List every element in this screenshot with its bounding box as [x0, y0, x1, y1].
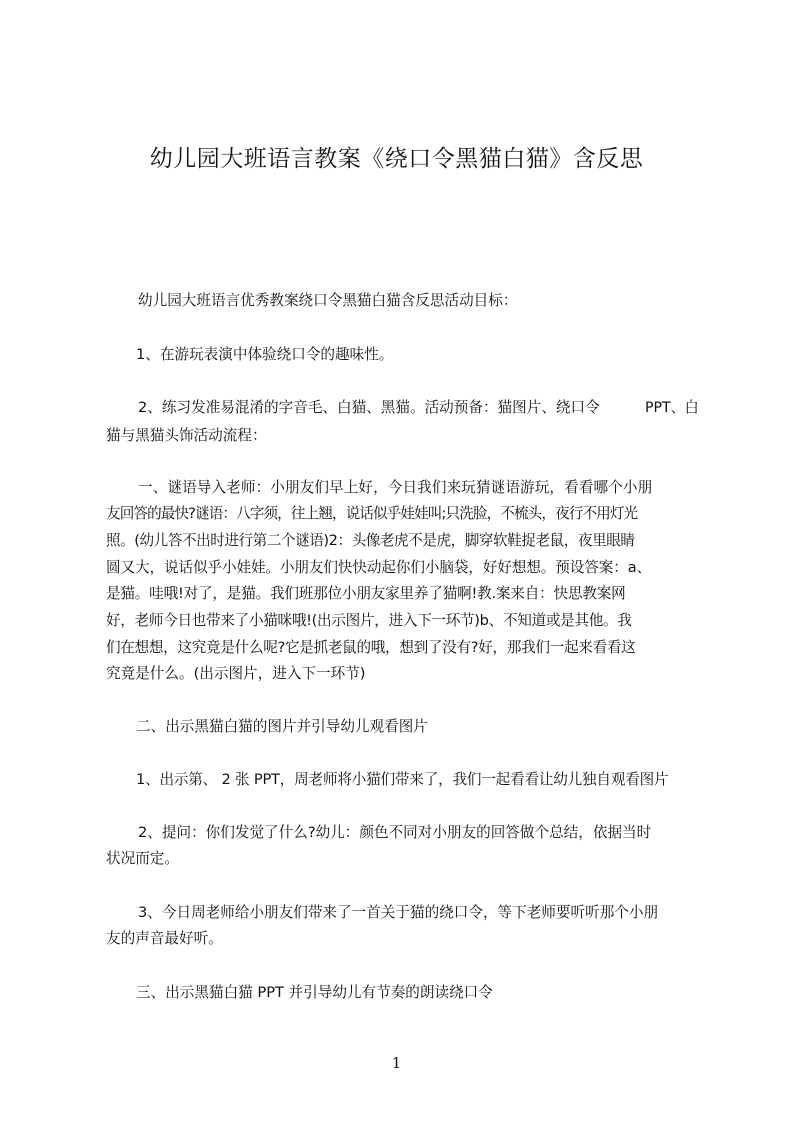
paragraph-line: 们在想想，这究竟是什么呢?它是抓老鼠的哦，想到了没有?好，那我们一起来看看这	[106, 639, 636, 656]
document-title: 幼儿园大班语言教案《绕口令黑猫白猫》含反思	[149, 146, 644, 172]
paragraph-line: 1、在游玩表演中体验绕口令的趣味性。	[136, 346, 394, 363]
paragraph-line: 2、提问：你们发觉了什么?幼儿：颜色不同对小朋友的回答做个总结，依据当时	[138, 824, 652, 841]
paragraph-line: 友回答的最快?谜语：八字须，往上翘，说话似乎娃娃叫;只洗脸，不梳头，夜行不用灯光	[106, 505, 638, 522]
paragraph-line: 1、出示第、 2 张 PPT，周老师将小猫们带来了，我们一起看看让幼儿独自观看图片	[136, 771, 669, 788]
page-number: 1	[391, 1054, 402, 1072]
paragraph-line: 是猫。哇哦!对了，是猫。我们班那位小朋友家里养了猫啊!教.案来自：快思教案网	[106, 585, 626, 602]
paragraph-line: 究竟是什么。(出示图片，进入下一环节)	[106, 665, 366, 682]
paragraph-line: 3、今日周老师给小朋友们带来了一首关于猫的绕口令，等下老师要听听那个小朋	[138, 904, 659, 921]
section-heading: 二、出示黑猫白猫的图片并引导幼儿观看图片	[136, 718, 428, 735]
paragraph-line: 照。(幼儿答不出时进行第二个谜语)2：头像老虎不是虎，脚穿软鞋捉老鼠，夜里眼睛	[106, 532, 635, 549]
paragraph-line: 圆又大，说话似乎小娃娃。小朋友们快快动起你们小脑袋，好好想想。预设答案：a、	[106, 559, 652, 576]
paragraph-line: 2、练习发准易混淆的字音毛、白猫、黑猫。活动预备：猫图片、绕口令	[138, 399, 600, 416]
paragraph-line: PPT、白	[645, 399, 699, 416]
section-heading: 三、出示黑猫白猫 PPT 并引导幼儿有节奏的朗读绕口令	[136, 984, 493, 1001]
paragraph-line: 友的声音最好听。	[106, 930, 223, 947]
paragraph-line: 状况而定。	[106, 850, 179, 867]
paragraph-line: 好，老师今日也带来了小猫咪哦!(出示图片，进入下一环节)b、不知道或是其他。我	[106, 612, 632, 629]
paragraph-line: 一、谜语导入老师：小朋友们早上好，今日我们来玩猜谜语游玩，看看哪个小朋	[138, 479, 653, 496]
paragraph-line: 幼儿园大班语言优秀教案绕口令黑猫白猫含反思活动目标：	[138, 292, 518, 309]
paragraph-line: 猫与黑猫头饰活动流程：	[106, 427, 267, 444]
